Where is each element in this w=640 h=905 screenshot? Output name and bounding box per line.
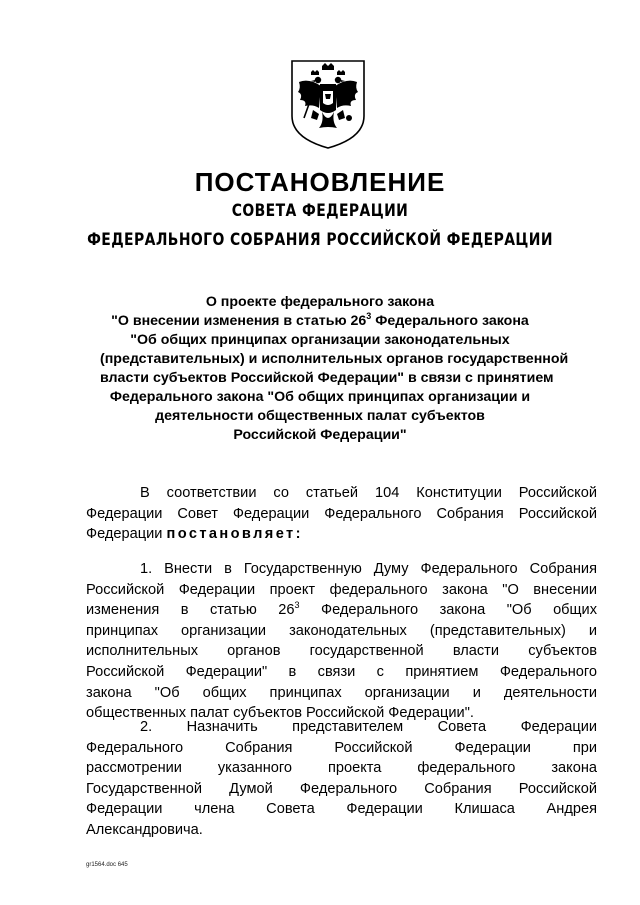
subject-line: О проекте федерального закона <box>205 294 435 310</box>
body-line: Федерации члена Совета Федерации Клишаса Андрея <box>86 801 597 818</box>
subject-line: Российской Федерации" <box>233 427 407 443</box>
issuer-line-1: СОВЕТА ФЕДЕРАЦИИ <box>231 201 409 221</box>
subject-line: (представительных) и исполнительных органов государственной <box>100 351 569 367</box>
subject-line: "Об общих принципах организации законодательных <box>130 332 510 348</box>
preamble-paragraph <box>86 483 597 545</box>
resolves-keyword: постановляет: <box>166 526 303 543</box>
body-line: рассмотрении указанного проекта федерального закона <box>86 760 597 777</box>
body-line: Федерального Собрания Российской Федерации при <box>86 739 597 756</box>
document-subject <box>100 293 569 445</box>
body-line: исполнительных органов государственной власти субъектов <box>86 643 597 660</box>
body-line: Александровича. <box>86 821 203 838</box>
body-line <box>86 524 597 545</box>
clause-1 <box>86 559 597 724</box>
body-text: изменения в статью 26 <box>86 602 295 619</box>
article-superscript: 3 <box>366 311 372 321</box>
subject-line: деятельности общественных палат субъектов <box>155 408 485 424</box>
clause-2 <box>86 717 597 841</box>
article-superscript: 3 <box>294 600 300 611</box>
body-line: Российской Федерации проект федерального закона "О внесении <box>86 581 597 598</box>
subject-line <box>100 312 540 331</box>
body-line: Федерации Совет Федерации Федерального Собрания Российской <box>86 505 597 522</box>
body-line: принципах организации законодательных (представительных) и <box>86 622 597 639</box>
body-line: 1. Внести в Государственную Думу Федерального Собрания <box>140 561 597 577</box>
subject-text: "О внесении изменения в статью 26 <box>111 313 367 329</box>
body-line: закона "Об общих принципах организации и деятельности <box>86 684 597 701</box>
body-line <box>86 600 597 621</box>
subject-line: власти субъектов Российской Федерации" в связи с принятием <box>100 370 554 386</box>
body-text: Федерального закона "Об общих <box>299 602 597 619</box>
file-code: gr1564.doc 645 <box>86 862 128 868</box>
body-line: общественных палат субъектов Российской Федерации". <box>86 705 474 722</box>
body-line: Российской Федерации" в связи с принятием Федерального <box>86 663 597 680</box>
document-title: ПОСТАНОВЛЕНИЕ <box>194 167 446 197</box>
coat-of-arms-icon <box>289 58 367 150</box>
subject-line: Федерального закона "Об общих принципах организации и <box>109 389 531 405</box>
issuer-line-2: ФЕДЕРАЛЬНОГО СОБРАНИЯ РОССИЙСКОЙ ФЕДЕРАЦИИ <box>87 230 553 250</box>
subject-text: Федерального закона <box>371 313 529 329</box>
body-line: 2. Назначить представителем Совета Федерации <box>140 719 597 735</box>
body-line: Государственной Думой Федерального Собрания Российской <box>86 780 597 797</box>
body-line: В соответствии со статьей 104 Конституции Российской <box>140 485 597 501</box>
body-text: Федерации <box>86 526 167 543</box>
